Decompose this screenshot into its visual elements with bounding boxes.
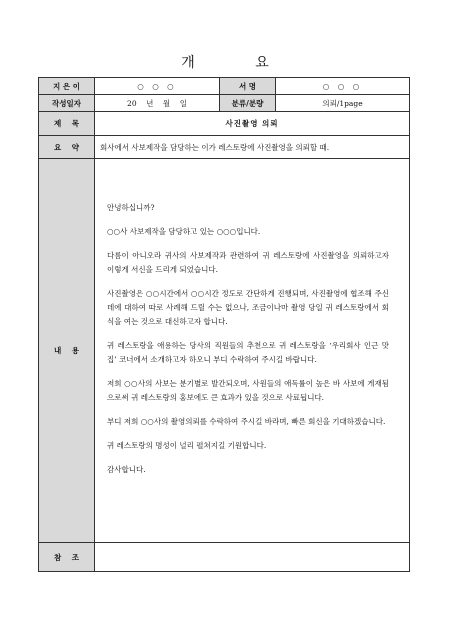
content-paragraph: 부디 저희 ○○사의 촬영의뢰를 수락하여 주시길 바라며, 빠른 회신을 기대하겠습니다. — [107, 417, 386, 426]
signature-value: ○ ○ ○ — [276, 78, 410, 95]
summary-label: 요 약 — [39, 136, 95, 159]
category-label: 분류/분량 — [220, 95, 276, 112]
summary-value: 회사에서 사보제작을 담당하는 이가 레스토랑에 사진촬영을 의뢰할 때. — [95, 136, 410, 159]
content-paragraph: 저희 ○○사의 사보는 분기별로 발간되오며, 사원들의 애독률이 높은 바 사보에 게재됨으로써 귀 레스토랑의 홍보에도 큰 효과가 있을 것으로 사료됩니다. — [107, 379, 389, 402]
author-value: ○ ○ ○ — [95, 78, 220, 95]
category-value: 의뢰/1page — [276, 95, 410, 112]
content-paragraph: 귀 레스토랑을 애용하는 당사의 직원들의 추천으로 귀 레스토랑을 ‘우리회사 인근 맛 집’ 코너에서 소개하고자 하오니 부디 수락하여 주시길 바랍니다. — [107, 341, 389, 364]
date-value: 20 년 월 일 — [95, 95, 220, 112]
reference-value[interactable] — [95, 543, 410, 572]
subject-label: 제 목 — [39, 112, 95, 136]
content-paragraph: 다름이 아니오라 귀사의 사보제작과 관련하여 귀 레스토랑에 사진촬영을 의뢰하고자 이렇게 서신을 드리게 되었습니다. — [107, 251, 389, 274]
signature-label: 서 명 — [220, 78, 276, 95]
content-label: 내 용 — [39, 159, 95, 543]
subject-value: 사진촬영 의뢰 — [95, 112, 410, 136]
content-paragraph: ○○사 사보제작을 담당하고 있는 ○○○입니다. — [107, 227, 261, 236]
content-paragraph: 사진촬영은 ○○시간에서 ○○시간 정도로 간단하게 진행되며, 사진촬영에 협조해 주신 데에 대하여 따로 사례해 드릴 수는 없으나, 조금이나마 촬영 당일 귀 레스토랑에서 회식을 여는 것으로 대신하고자 합니다. — [107, 289, 389, 326]
author-label: 지 은 이 — [39, 78, 95, 95]
content-paragraph: 귀 레스토랑의 명성이 널리 펼쳐지길 기원합니다. — [107, 441, 267, 450]
form-table — [38, 77, 410, 572]
date-label: 작성일자 — [39, 95, 95, 112]
document-title: 개 요 — [181, 55, 297, 71]
content-paragraph: 감사합니다. — [107, 465, 146, 474]
content-paragraph: 안녕하십니까? — [107, 203, 155, 212]
content-body — [95, 159, 410, 543]
reference-label: 참 조 — [39, 543, 95, 572]
